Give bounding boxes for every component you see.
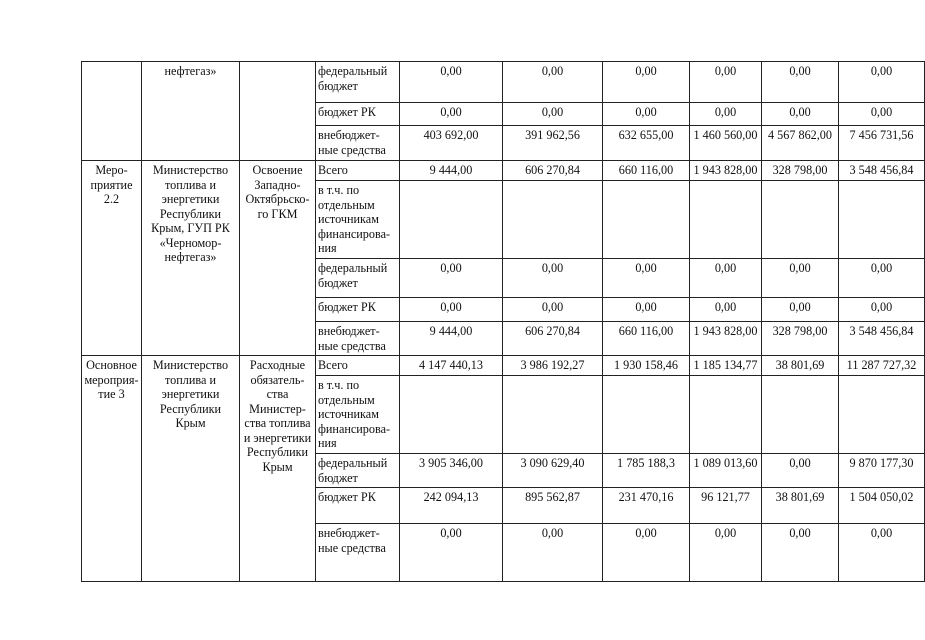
funding-source-cell: федеральный бюджет	[316, 259, 400, 298]
amount-cell: 1 504 050,02	[839, 488, 925, 524]
amount-cell: 0,00	[603, 259, 690, 298]
amount-cell: 1 943 828,00	[690, 322, 762, 356]
amount-cell: 38 801,69	[762, 356, 839, 376]
amount-cell: 9 444,00	[400, 322, 503, 356]
executor-cell: Министерство топлива и энергетики Республики Крым	[142, 356, 240, 582]
amount-cell: 0,00	[503, 298, 603, 322]
amount-cell: 7 456 731,56	[839, 126, 925, 161]
amount-cell: 0,00	[690, 62, 762, 103]
amount-cell: 0,00	[839, 103, 925, 126]
amount-cell: 0,00	[400, 298, 503, 322]
amount-cell: 1 785 188,3	[603, 454, 690, 488]
amount-cell	[503, 376, 603, 454]
amount-cell: 0,00	[603, 62, 690, 103]
amount-cell: 606 270,84	[503, 322, 603, 356]
amount-cell: 1 930 158,46	[603, 356, 690, 376]
amount-cell: 606 270,84	[503, 161, 603, 181]
amount-cell	[603, 376, 690, 454]
amount-cell: 391 962,56	[503, 126, 603, 161]
amount-cell: 3 986 192,27	[503, 356, 603, 376]
amount-cell: 0,00	[690, 298, 762, 322]
amount-cell: 0,00	[690, 524, 762, 582]
description-cell: Расходные обязатель-ства Министер-ства топлива и энергетики Республики Крым	[240, 356, 316, 582]
description-cell	[240, 62, 316, 161]
amount-cell: 328 798,00	[762, 322, 839, 356]
amount-cell: 3 548 456,84	[839, 322, 925, 356]
amount-cell	[603, 181, 690, 259]
amount-cell: 0,00	[839, 62, 925, 103]
table-row	[82, 161, 925, 181]
amount-cell: 0,00	[762, 524, 839, 582]
funding-source-cell: Всего	[316, 161, 400, 181]
amount-cell: 0,00	[503, 62, 603, 103]
amount-cell	[690, 376, 762, 454]
funding-source-cell: внебюджет-ные средства	[316, 322, 400, 356]
amount-cell: 11 287 727,32	[839, 356, 925, 376]
amount-cell: 660 116,00	[603, 322, 690, 356]
amount-cell: 0,00	[400, 103, 503, 126]
amount-cell: 0,00	[400, 62, 503, 103]
amount-cell: 0,00	[839, 259, 925, 298]
amount-cell: 0,00	[400, 259, 503, 298]
funding-source-cell: внебюджет-ные средства	[316, 524, 400, 582]
amount-cell: 0,00	[603, 103, 690, 126]
amount-cell: 0,00	[400, 524, 503, 582]
amount-cell: 0,00	[503, 524, 603, 582]
amount-cell	[839, 181, 925, 259]
amount-cell	[839, 376, 925, 454]
amount-cell: 1 185 134,77	[690, 356, 762, 376]
amount-cell	[762, 376, 839, 454]
amount-cell: 9 870 177,30	[839, 454, 925, 488]
amount-cell: 632 655,00	[603, 126, 690, 161]
funding-table	[81, 61, 925, 582]
amount-cell: 38 801,69	[762, 488, 839, 524]
funding-source-cell: Всего	[316, 356, 400, 376]
amount-cell: 0,00	[603, 524, 690, 582]
amount-cell: 0,00	[762, 298, 839, 322]
amount-cell: 0,00	[690, 259, 762, 298]
amount-cell	[503, 181, 603, 259]
event-cell: Меро-приятие 2.2	[82, 161, 142, 356]
amount-cell: 1 089 013,60	[690, 454, 762, 488]
funding-source-cell: бюджет РК	[316, 488, 400, 524]
amount-cell: 1 460 560,00	[690, 126, 762, 161]
funding-source-cell: внебюджет-ные средства	[316, 126, 400, 161]
executor-cell: нефтегаз»	[142, 62, 240, 161]
amount-cell	[400, 181, 503, 259]
amount-cell: 0,00	[762, 454, 839, 488]
amount-cell: 0,00	[503, 259, 603, 298]
amount-cell: 895 562,87	[503, 488, 603, 524]
amount-cell: 96 121,77	[690, 488, 762, 524]
funding-source-cell: бюджет РК	[316, 298, 400, 322]
amount-cell: 3 090 629,40	[503, 454, 603, 488]
amount-cell	[762, 181, 839, 259]
amount-cell	[400, 376, 503, 454]
amount-cell: 0,00	[603, 298, 690, 322]
amount-cell: 1 943 828,00	[690, 161, 762, 181]
amount-cell: 4 567 862,00	[762, 126, 839, 161]
funding-source-cell: в т.ч. по отдельным источникам финансирова-ния	[316, 181, 400, 259]
amount-cell: 9 444,00	[400, 161, 503, 181]
amount-cell: 328 798,00	[762, 161, 839, 181]
amount-cell: 660 116,00	[603, 161, 690, 181]
amount-cell: 3 548 456,84	[839, 161, 925, 181]
funding-source-cell: бюджет РК	[316, 103, 400, 126]
table-row	[82, 62, 925, 103]
amount-cell: 403 692,00	[400, 126, 503, 161]
table-row	[82, 356, 925, 376]
funding-source-cell: в т.ч. по отдельным источникам финансирова-ния	[316, 376, 400, 454]
amount-cell: 0,00	[762, 62, 839, 103]
amount-cell: 0,00	[839, 524, 925, 582]
amount-cell: 0,00	[839, 298, 925, 322]
amount-cell: 0,00	[503, 103, 603, 126]
amount-cell: 242 094,13	[400, 488, 503, 524]
amount-cell: 231 470,16	[603, 488, 690, 524]
amount-cell: 0,00	[690, 103, 762, 126]
event-cell: Основное мероприя-тие 3	[82, 356, 142, 582]
description-cell: Освоение Западно-Октябрьско-го ГКМ	[240, 161, 316, 356]
executor-cell: Министерство топлива и энергетики Республики Крым, ГУП РК «Черномор-нефтегаз»	[142, 161, 240, 356]
funding-source-cell: федеральный бюджет	[316, 454, 400, 488]
event-cell	[82, 62, 142, 161]
funding-source-cell: федеральный бюджет	[316, 62, 400, 103]
amount-cell: 4 147 440,13	[400, 356, 503, 376]
amount-cell	[690, 181, 762, 259]
amount-cell: 0,00	[762, 259, 839, 298]
amount-cell: 0,00	[762, 103, 839, 126]
amount-cell: 3 905 346,00	[400, 454, 503, 488]
